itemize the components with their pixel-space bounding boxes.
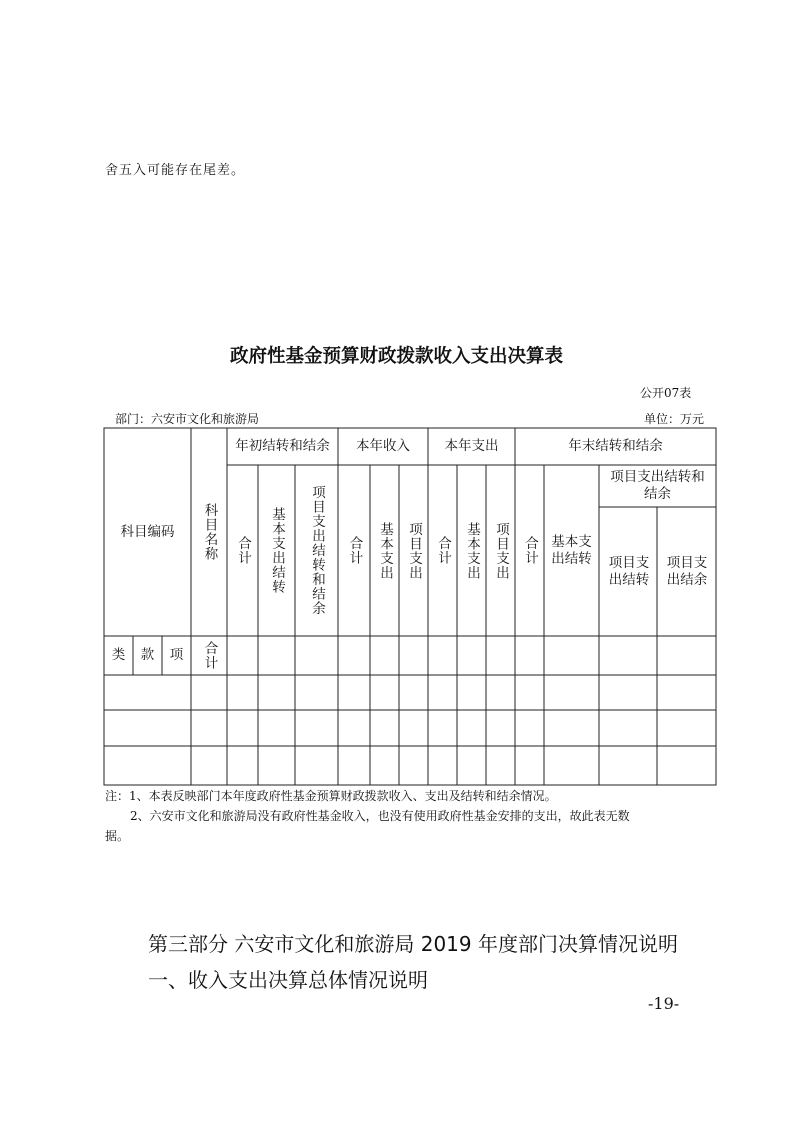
note-line-2: 2、六安市文化和旅游局没有政府性基金收入，也没有使用政府性基金安排的支出，故此表无数 [130, 809, 630, 823]
header-class: 类 [111, 647, 126, 663]
header-opening-basic-carry: 基本支出结转 [269, 507, 285, 594]
page-number: -19- [648, 994, 680, 1013]
header-income-total: 合计 [346, 536, 363, 565]
header-expense-project: 项目支出 [493, 521, 509, 580]
section-heading: 第三部分 六安市文化和旅游局 2019 年度部门决算情况说明 [148, 932, 678, 956]
header-opening-project-carry-balance: 项目支出结转和结余 [309, 485, 325, 616]
header-opening-group: 年初结转和结余 [235, 438, 330, 454]
header-income-project: 项目支出 [406, 521, 422, 580]
header-expense-group: 本年支出 [444, 438, 499, 454]
header-closing-group: 年末结转和结余 [568, 438, 663, 454]
header-closing-project-balance: 项目支出结余 [666, 554, 708, 588]
subsection-heading: 一、收入支出决算总体情况说明 [148, 968, 428, 992]
header-closing-project-carry: 项目支出结转 [608, 554, 650, 588]
header-item: 项 [169, 647, 184, 663]
unit-label: 单位：万元 [644, 412, 705, 426]
header-expense-basic: 基本支出 [464, 521, 480, 580]
department-label: 部门：六安市文化和旅游局 [115, 412, 260, 426]
header-closing-basic-carry: 基本支出结转 [551, 533, 592, 567]
continued-text: 舍五入可能存在尾差。 [105, 163, 246, 178]
header-income-group: 本年收入 [356, 438, 410, 454]
note-line-1: 注：1、本表反映部门本年度政府性基金预算财政拨款收入、支出及结转和结余情况。 [105, 789, 557, 803]
header-subject-name: 科目名称 [201, 503, 218, 561]
header-closing-total: 合计 [522, 536, 538, 565]
header-expense-total: 合计 [435, 536, 451, 565]
table-title: 政府性基金预算财政拨款收入支出决算表 [229, 346, 563, 367]
header-section: 款 [140, 647, 155, 663]
table-number: 公开07表 [640, 386, 692, 400]
row-total-label: 合计 [201, 641, 218, 670]
note-line-3: 据。 [105, 829, 130, 843]
header-subject-code: 科目编码 [120, 523, 175, 540]
header-closing-project-group: 项目支出结转和结余 [610, 469, 705, 502]
header-income-basic: 基本支出 [377, 521, 393, 580]
header-opening-total: 合计 [235, 536, 251, 565]
